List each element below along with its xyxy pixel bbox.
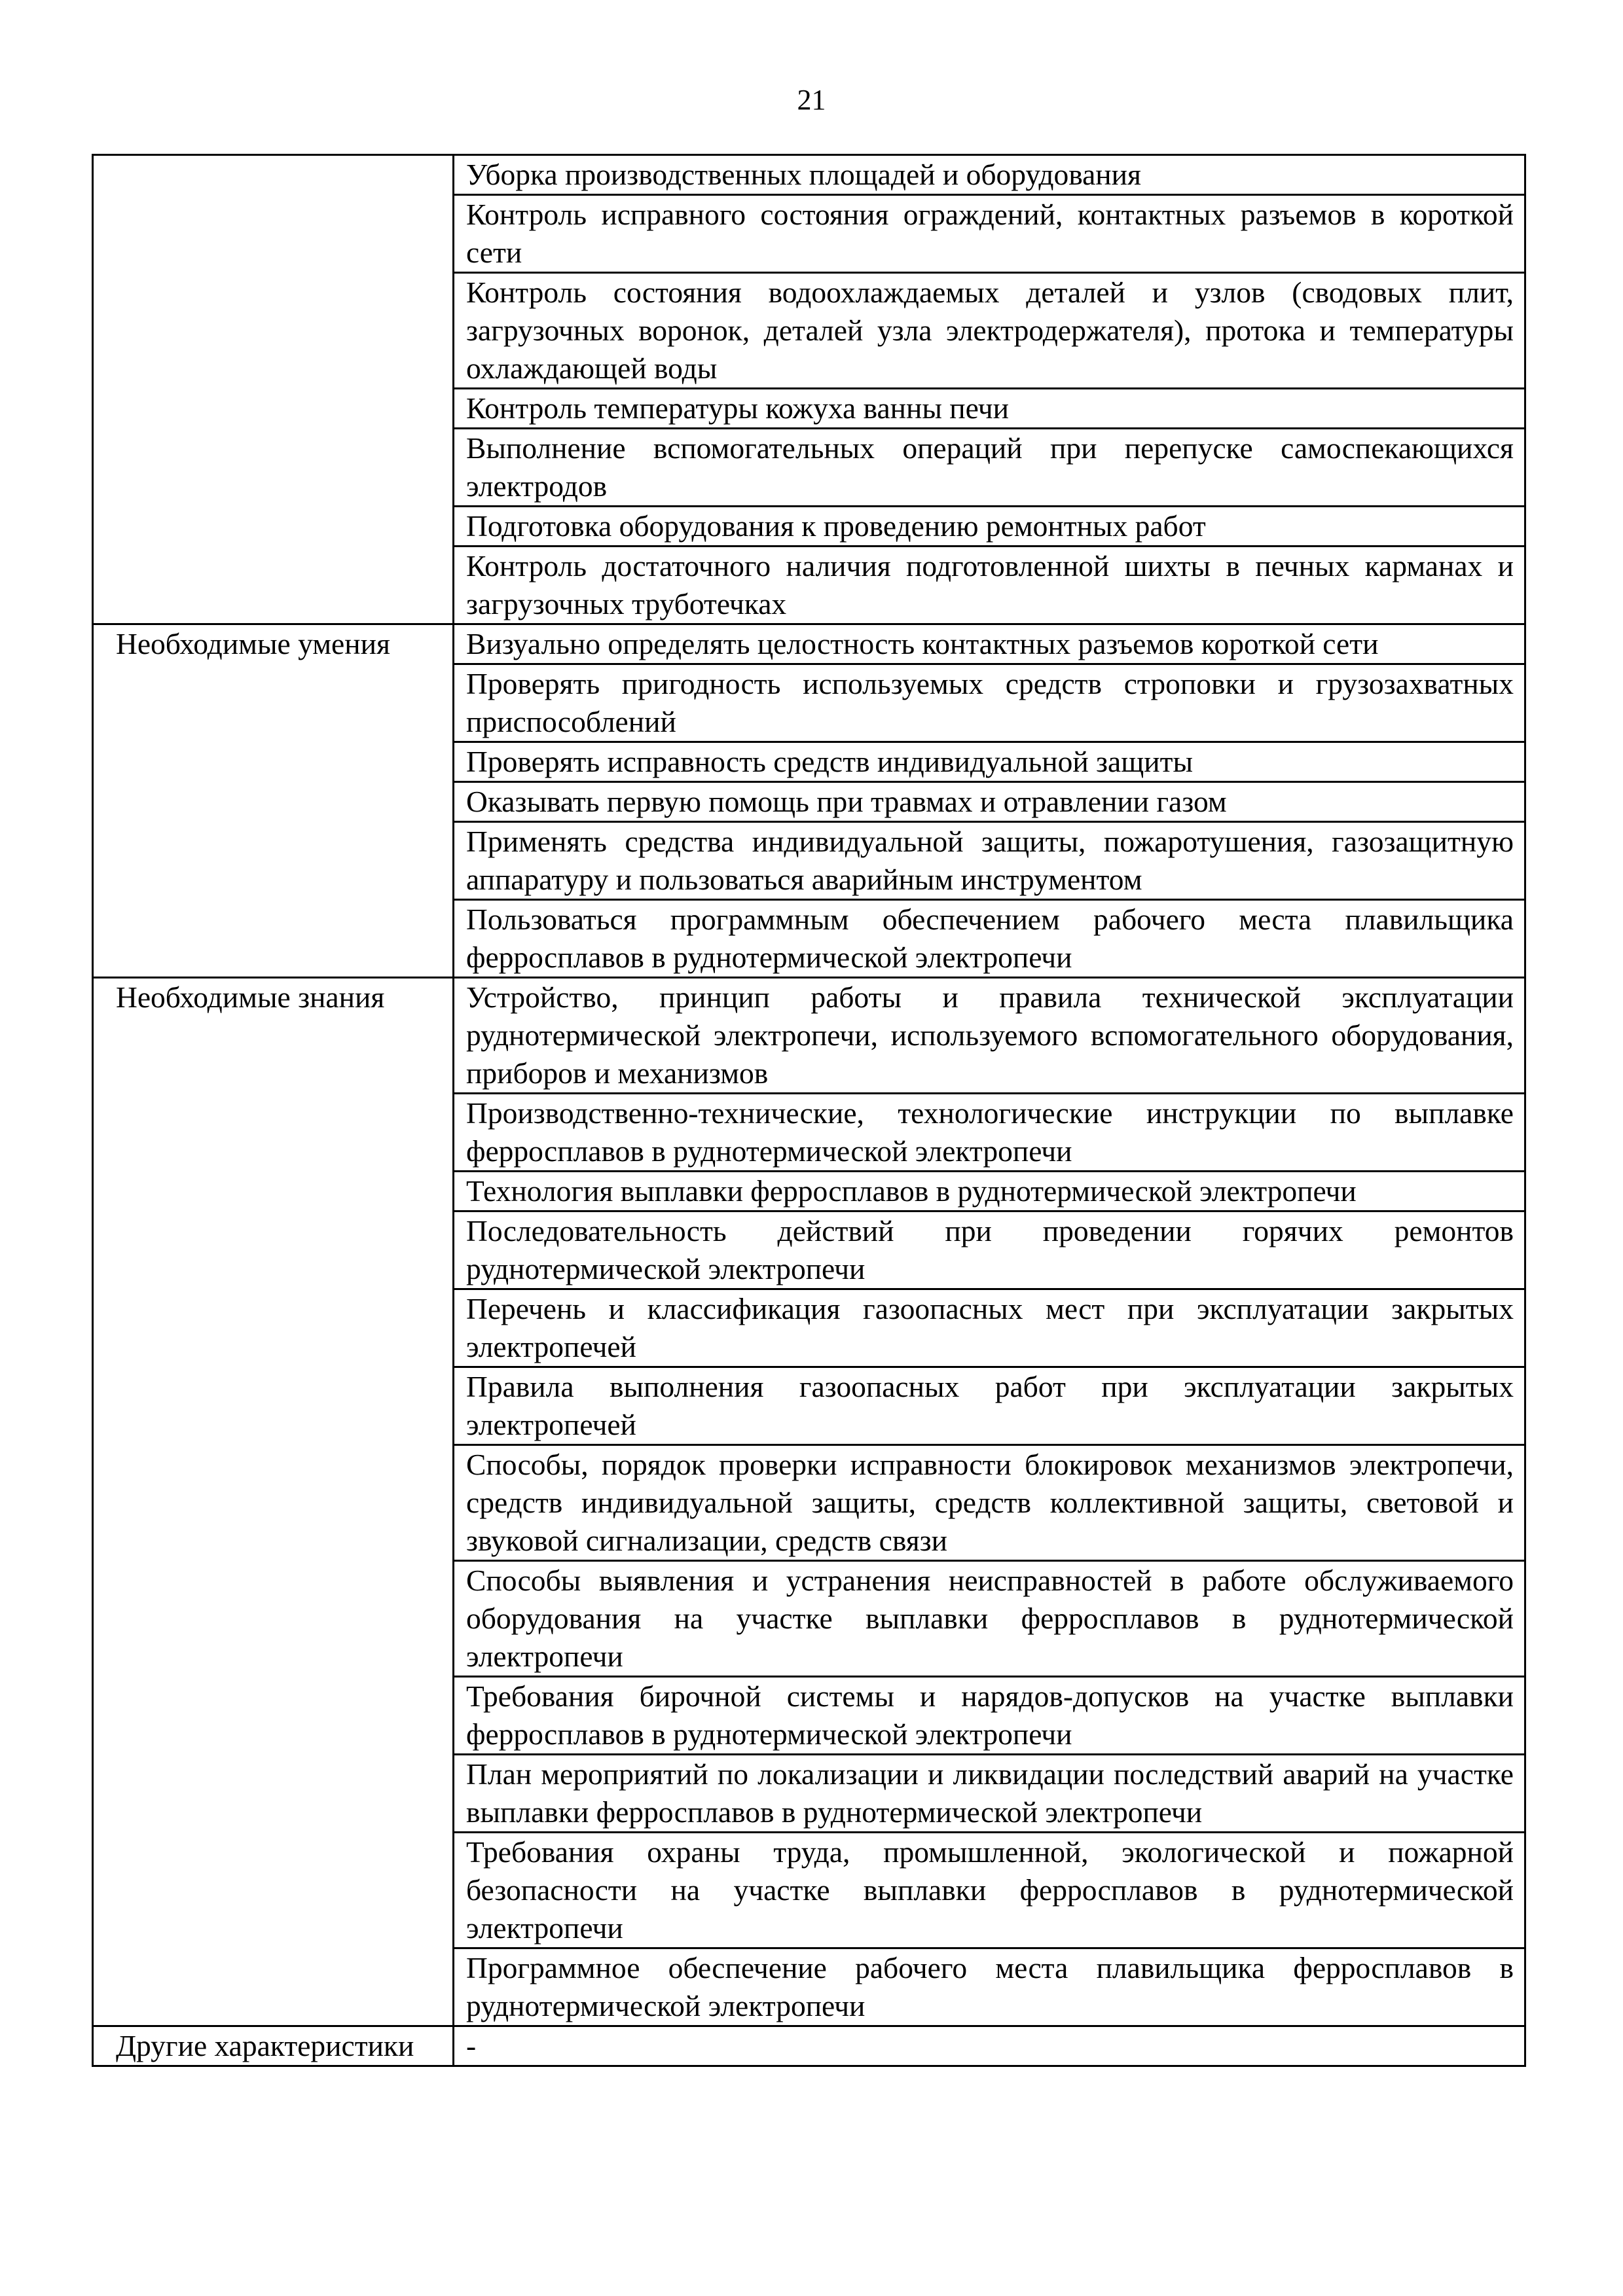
requirement-text: Пользоваться программным обеспечением рабочего места плавильщика ферросплавов в руднотермической электропечи xyxy=(466,903,1514,974)
requirement-text: Контроль температуры кожуха ванны печи xyxy=(466,391,1009,425)
requirement-cell xyxy=(454,822,1525,900)
requirement-cell xyxy=(454,273,1525,389)
requirement-text: Уборка производственных площадей и оборудования xyxy=(466,158,1141,191)
requirement-text: Устройство, принцип работы и правила технической эксплуатации руднотермической электропечи, используемого вспомогательного оборудования, приборов и механизмов xyxy=(466,980,1514,1090)
requirement-cell xyxy=(454,1445,1525,1561)
requirement-text: Требования бирочной системы и нарядов-допусков на участке выплавки ферросплавов в руднотермической электропечи xyxy=(466,1679,1514,1751)
requirement-cell xyxy=(454,1677,1525,1755)
requirement-text: - xyxy=(466,2029,477,2062)
requirement-cell xyxy=(454,1211,1525,1289)
requirement-text: Выполнение вспомогательных операций при перепуске самоспекающихся электродов xyxy=(466,431,1514,503)
requirement-text: Требования охраны труда, промышленной, экологической и пожарной безопасности на участке выплавки ферросплавов в руднотермической электропечи xyxy=(466,1835,1514,1945)
requirement-text: Правила выполнения газоопасных работ при эксплуатации закрытых электропечей xyxy=(466,1370,1514,1441)
requirement-text: Производственно-технические, технологические инструкции по выплавке ферросплавов в руднотермической электропечи xyxy=(466,1096,1514,1168)
requirement-cell xyxy=(454,389,1525,429)
requirement-text: Технология выплавки ферросплавов в руднотермической электропечи xyxy=(466,1174,1357,1208)
requirement-text: Проверять пригодность используемых средств строповки и грузозахватных приспособлений xyxy=(466,667,1514,738)
requirement-text: Способы, порядок проверки исправности блокировок механизмов электропечи, средств индивидуальной защиты, средств коллективной защиты, световой и звуковой сигнализации, средств связи xyxy=(466,1448,1514,1557)
requirement-cell xyxy=(454,1289,1525,1367)
requirement-text: Последовательность действий при проведении горячих ремонтов руднотермической электропечи xyxy=(466,1214,1514,1285)
table-row xyxy=(93,2026,1525,2066)
requirement-text: Подготовка оборудования к проведению ремонтных работ xyxy=(466,509,1206,543)
section-label-cell xyxy=(93,155,454,624)
requirement-cell xyxy=(454,978,1525,1094)
requirement-cell xyxy=(454,782,1525,822)
requirement-cell xyxy=(454,624,1525,664)
requirement-cell xyxy=(454,742,1525,782)
requirement-text: Оказывать первую помощь при травмах и отравлении газом xyxy=(466,785,1227,818)
requirement-cell xyxy=(454,1561,1525,1677)
section-label: Необходимые знания xyxy=(116,980,385,1014)
requirements-table-body xyxy=(93,155,1525,2066)
section-label-cell xyxy=(93,624,454,978)
page-number: 21 xyxy=(797,84,826,116)
requirement-cell xyxy=(454,2026,1525,2066)
requirement-text: Визуально определять целостность контактных разъемов короткой сети xyxy=(466,627,1379,660)
requirement-text: Проверять исправность средств индивидуальной защиты xyxy=(466,745,1194,778)
requirement-cell xyxy=(454,900,1525,978)
requirement-cell xyxy=(454,1367,1525,1445)
requirement-text: План мероприятий по локализации и ликвидации последствий аварий на участке выплавки ферросплавов в руднотермической электропечи xyxy=(466,1757,1514,1829)
table-row xyxy=(93,155,1525,195)
requirement-text: Контроль исправного состояния ограждений, контактных разъемов в короткой сети xyxy=(466,198,1514,269)
section-label: Другие характеристики xyxy=(116,2029,414,2062)
section-label-cell xyxy=(93,2026,454,2066)
section-label: Необходимые умения xyxy=(116,627,390,660)
requirement-cell xyxy=(454,195,1525,273)
requirement-text: Программное обеспечение рабочего места плавильщика ферросплавов в руднотермической электропечи xyxy=(466,1951,1514,2022)
requirement-text: Перечень и классификация газоопасных мест при эксплуатации закрытых электропечей xyxy=(466,1292,1514,1363)
requirement-cell xyxy=(454,1833,1525,1948)
table-row xyxy=(93,624,1525,664)
requirement-cell xyxy=(454,429,1525,507)
requirement-text: Контроль достаточного наличия подготовленной шихты в печных карманах и загрузочных труботечках xyxy=(466,549,1514,620)
requirement-cell xyxy=(454,1755,1525,1833)
requirement-cell xyxy=(454,1948,1525,2026)
requirement-text: Контроль состояния водоохлаждаемых деталей и узлов (сводовых плит, загрузочных воронок, деталей узла электродержателя), протока и температуры охлаждающей воды xyxy=(466,276,1514,385)
requirement-cell xyxy=(454,507,1525,547)
requirement-text: Способы выявления и устранения неисправностей в работе обслуживаемого оборудования на участке выплавки ферросплавов в руднотермической электропечи xyxy=(466,1564,1514,1673)
requirement-cell xyxy=(454,547,1525,624)
table-row xyxy=(93,978,1525,1094)
requirement-cell xyxy=(454,155,1525,195)
requirements-table xyxy=(92,154,1526,2067)
requirement-text: Применять средства индивидуальной защиты, пожаротушения, газозащитную аппаратуру и пользоваться аварийным инструментом xyxy=(466,825,1514,896)
requirement-cell xyxy=(454,664,1525,742)
section-label-cell xyxy=(93,978,454,2026)
requirement-cell xyxy=(454,1094,1525,1172)
requirement-cell xyxy=(454,1172,1525,1211)
